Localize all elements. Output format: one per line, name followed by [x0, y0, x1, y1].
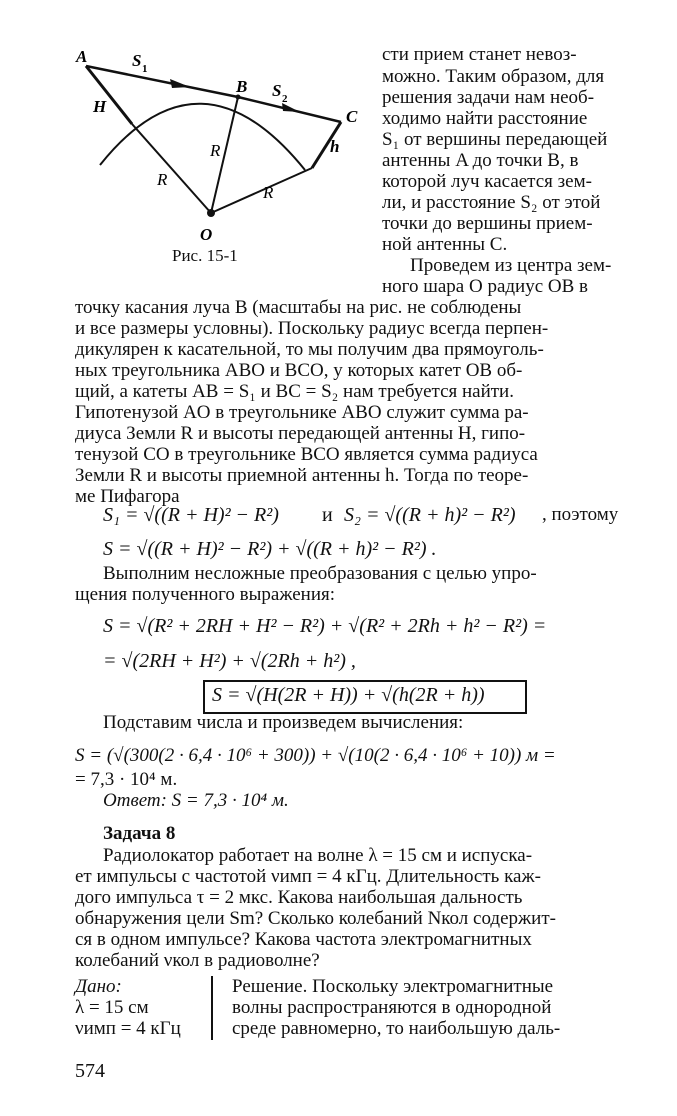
- label-r-right: R: [263, 183, 274, 202]
- text-line: сти прием станет невоз-: [382, 44, 577, 65]
- formula-and: и: [322, 504, 333, 526]
- formula-simplified: = √(2RH + H²) + √(2Rh + h²) ,: [103, 650, 356, 672]
- given-item: λ = 15 см: [75, 997, 149, 1018]
- label-b: B: [236, 77, 248, 96]
- text-line: Подставим числа и произведем вычисления:: [103, 712, 464, 733]
- label-small-h: h: [330, 137, 340, 156]
- arrow-s1-icon: [170, 79, 190, 88]
- text-line: ме Пифагора: [75, 486, 180, 507]
- text-line: Земли R и высоты приемной антенны h. Тогда по теоре-: [75, 465, 529, 486]
- text-line: ных треугольника ABO и BCO, у которых катет OB об-: [75, 360, 523, 381]
- given-title: Дано:: [75, 976, 122, 997]
- radius-oc: [211, 168, 312, 213]
- text-line: дикулярен к касательной, то мы получим два прямоуголь-: [75, 339, 544, 360]
- formula-tail: , поэтому: [542, 504, 619, 525]
- text-line: тенузой CO в треугольнике BCO является сумма радиуса: [75, 444, 538, 465]
- formula-s2: S₂ = √((R + h)² − R²): [344, 504, 516, 526]
- label-o: O: [200, 225, 213, 244]
- given-item: νимп = 4 кГц: [75, 1018, 181, 1039]
- text-line: щий, а катеты AB = S₁ и BC = S₂ нам требуется найти.: [75, 381, 514, 402]
- formula-expanded: S = √(R² + 2RH + H² − R²) + √(R² + 2Rh + h² − R²) =: [103, 615, 547, 637]
- text-line: щения полученного выражения:: [75, 584, 336, 605]
- text-line: ного шара O радиус OB в: [382, 276, 589, 297]
- text-line: и все размеры условны). Поскольку радиус всегда перпен-: [75, 318, 549, 339]
- task-line: ет импульсы с частотой νимп = 4 кГц. Длительность каж-: [75, 866, 541, 887]
- label-s2-sub: 2: [282, 93, 288, 105]
- solution-line: волны распространяются в однородной: [232, 997, 552, 1018]
- task-line: обнаружения цели Sm? Сколько колебаний Nкол содержит-: [75, 908, 556, 929]
- figure-caption: Рис. 15-1: [172, 246, 238, 265]
- label-s1-sub: 1: [142, 63, 148, 75]
- text-line: точку касания луча B (масштабы на рис. не соблюдены: [75, 297, 522, 318]
- answer: Ответ: S = 7,3 · 10⁴ м.: [103, 790, 289, 811]
- task-line: дого импульса τ = 2 мкс. Какова наибольшая дальность: [75, 887, 523, 908]
- label-r-left: R: [157, 170, 168, 189]
- text-line: антенны A до точки B, в: [382, 150, 579, 171]
- figure-diagram: [0, 0, 380, 280]
- text-line: ли, и расстояние S₂ от этой: [382, 192, 601, 213]
- text-line: которой луч касается зем-: [382, 171, 592, 192]
- text-line: S₁ от вершины передающей: [382, 129, 608, 150]
- text-line: ходимо найти расстояние: [382, 108, 588, 129]
- label-r-mid: R: [210, 141, 221, 160]
- formula-result: S = √(H(2R + H)) + √(h(2R + h)): [212, 684, 485, 706]
- text-line: Проведем из центра зем-: [410, 255, 612, 276]
- text-line: Выполним несложные преобразования с целью упро-: [103, 563, 537, 584]
- radius-ao: [132, 124, 211, 213]
- point-o: [207, 209, 215, 217]
- task-line: Радиолокатор работает на волне λ = 15 см и испуска-: [103, 845, 533, 866]
- text-line: точки до вершины прием-: [382, 213, 593, 234]
- text-line: Гипотенузой AO в треугольнике ABO служит сумма ра-: [75, 402, 529, 423]
- earth-arc: [100, 104, 305, 170]
- task-line: ся в одном импульсе? Какова частота электромагнитных: [75, 929, 532, 950]
- label-a: A: [76, 47, 88, 66]
- text-line: можно. Таким образом, для: [382, 66, 605, 87]
- label-c: C: [346, 107, 358, 126]
- solution-line: среде равномерно, то наибольшую даль-: [232, 1018, 561, 1039]
- text-line: ной антенны C.: [382, 234, 508, 255]
- solution-line: Решение. Поскольку электромагнитные: [232, 976, 554, 997]
- label-big-h: H: [93, 97, 107, 116]
- formula-s-sum: S = √((R + H)² − R²) + √((R + h)² − R²) .: [103, 538, 437, 560]
- formula-calc-result: = 7,3 · 10⁴ м.: [75, 769, 178, 790]
- label-s2: S: [272, 81, 282, 100]
- task-line: колебаний νкол в радиоволне?: [75, 950, 320, 971]
- label-s1: S: [132, 51, 142, 70]
- page-number: 574: [75, 1060, 105, 1082]
- text-line: диуса Земли R и высоты передающей антенны H, гипо-: [75, 423, 526, 444]
- task-title: Задача 8: [103, 823, 176, 844]
- formula-s1: S₁ = √((R + H)² − R²): [103, 504, 279, 526]
- given-divider: [211, 976, 213, 1040]
- formula-calc: S = (√(300(2 · 6,4 · 10⁶ + 300)) + √(10(2 · 6,4 · 10⁶ + 10)) м =: [75, 745, 556, 766]
- text-line: решения задачи нам необ-: [382, 87, 595, 108]
